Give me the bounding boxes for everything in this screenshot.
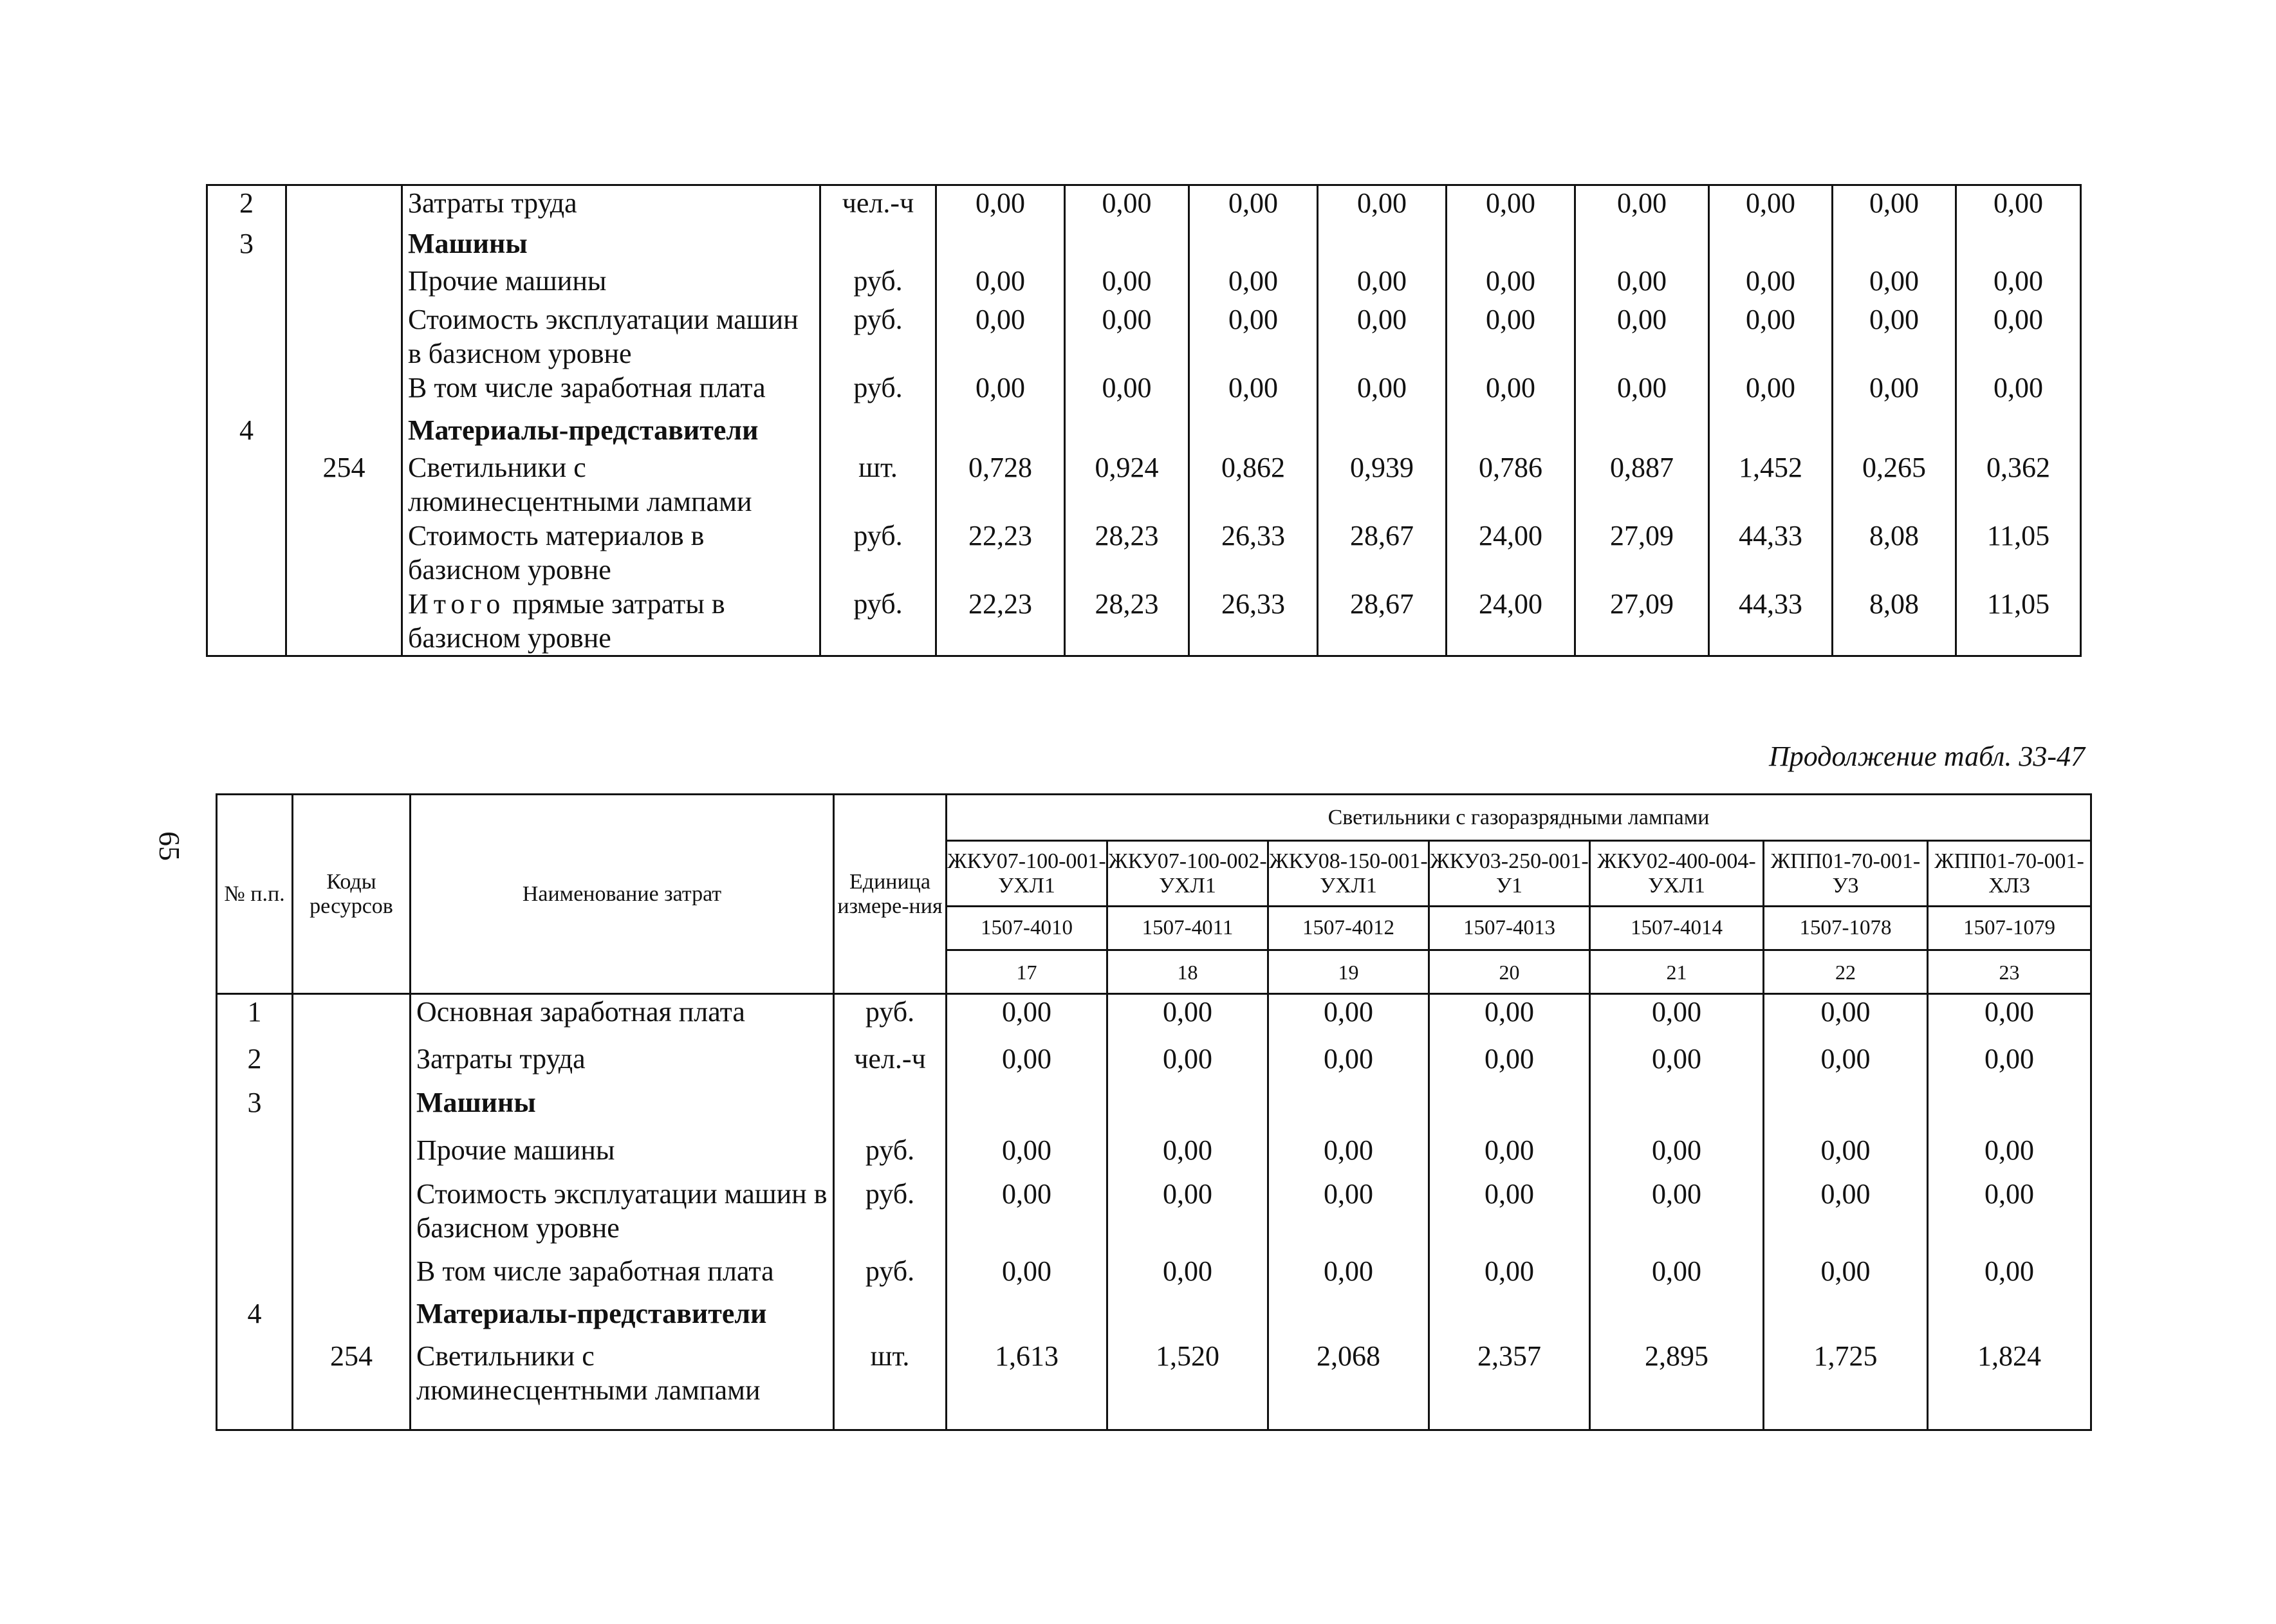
- value-cell: 0,00: [936, 371, 1065, 413]
- value-cell: [1833, 226, 1956, 264]
- column-number: 20: [1429, 950, 1590, 994]
- row-number: 3: [217, 1085, 293, 1133]
- table-row: [207, 587, 2081, 656]
- value-cell: 0,00: [1447, 302, 1575, 371]
- value-cell: [1833, 413, 1956, 450]
- value-cell: [1447, 226, 1575, 264]
- table-row: [217, 1085, 2091, 1133]
- value-cell: 0,00: [1956, 302, 2081, 371]
- value-cell: 0,00: [1429, 994, 1590, 1042]
- column-code: 1507-4011: [1107, 907, 1268, 950]
- value-cell: 24,00: [1447, 519, 1575, 587]
- value-cell: 0,00: [1429, 1254, 1590, 1296]
- unit: шт.: [820, 450, 936, 519]
- header-num: № п.п.: [217, 795, 293, 994]
- value-cell: 0,00: [1065, 371, 1189, 413]
- column-code: 1507-4010: [947, 907, 1107, 950]
- row-number: [207, 587, 286, 656]
- cost-name-rest: прямые затраты в базисном уровне: [408, 587, 725, 654]
- value-cell: 28,67: [1318, 519, 1447, 587]
- value-cell: 0,00: [1065, 185, 1189, 226]
- value-cell: 0,00: [947, 1254, 1107, 1296]
- value-cell: 0,00: [1764, 1042, 1928, 1085]
- value-cell: 0,00: [1764, 994, 1928, 1042]
- value-cell: 1,452: [1709, 450, 1833, 519]
- lower-table-body: [217, 994, 2091, 1430]
- resource-code: [293, 1177, 411, 1254]
- header-codes: Коды ресурсов: [293, 795, 411, 994]
- value-cell: 28,67: [1318, 587, 1447, 656]
- value-cell: [1429, 1296, 1590, 1339]
- resource-code: [293, 1042, 411, 1085]
- lower-table-header: [217, 795, 2091, 994]
- value-cell: [1107, 1085, 1268, 1133]
- value-cell: 0,00: [1590, 1042, 1764, 1085]
- value-cell: 0,00: [1429, 1133, 1590, 1177]
- value-cell: [1189, 413, 1318, 450]
- unit: руб.: [834, 1254, 947, 1296]
- resource-code: [293, 1133, 411, 1177]
- lower-table: [216, 793, 2092, 1431]
- value-cell: 22,23: [936, 587, 1065, 656]
- column-number: 21: [1590, 950, 1764, 994]
- value-cell: 0,00: [1833, 264, 1956, 302]
- unit: руб.: [820, 371, 936, 413]
- value-cell: 0,00: [1189, 371, 1318, 413]
- value-cell: [1318, 226, 1447, 264]
- table-row: [217, 1042, 2091, 1085]
- resource-code: [286, 226, 402, 264]
- table-row: [207, 226, 2081, 264]
- value-cell: 0,00: [1928, 1133, 2091, 1177]
- value-cell: 0,00: [1928, 1042, 2091, 1085]
- value-cell: 0,00: [1268, 1042, 1429, 1085]
- column-label: ЖКУ07-100-001-УХЛ1: [947, 841, 1107, 907]
- value-cell: 0,00: [947, 994, 1107, 1042]
- value-cell: [1956, 226, 2081, 264]
- value-cell: 0,00: [1928, 994, 2091, 1042]
- resource-code: 254: [293, 1339, 411, 1430]
- value-cell: 28,23: [1065, 587, 1189, 656]
- value-cell: [1928, 1296, 2091, 1339]
- column-label: ЖПП01-70-001-ХЛ3: [1928, 841, 2091, 907]
- cost-name: В том числе заработная плата: [411, 1254, 834, 1296]
- table-row: [217, 1133, 2091, 1177]
- value-cell: 44,33: [1709, 519, 1833, 587]
- cost-name: В том числе заработная плата: [402, 371, 820, 413]
- value-cell: 11,05: [1956, 587, 2081, 656]
- cost-name: Прочие машины: [411, 1133, 834, 1177]
- table-row: [207, 450, 2081, 519]
- value-cell: 2,895: [1590, 1339, 1764, 1430]
- unit: руб.: [820, 302, 936, 371]
- resource-code: [293, 1254, 411, 1296]
- cost-name: Материалы-представители: [402, 413, 820, 450]
- value-cell: 0,00: [1590, 1177, 1764, 1254]
- table-row: [207, 185, 2081, 226]
- value-cell: 2,357: [1429, 1339, 1590, 1430]
- value-cell: [1575, 413, 1709, 450]
- value-cell: [1447, 413, 1575, 450]
- value-cell: 1,613: [947, 1339, 1107, 1430]
- value-cell: [1928, 1085, 2091, 1133]
- value-cell: [1318, 413, 1447, 450]
- column-label: ЖКУ03-250-001-У1: [1429, 841, 1590, 907]
- table-row: [207, 264, 2081, 302]
- row-number: 4: [217, 1296, 293, 1339]
- resource-code: [286, 185, 402, 226]
- unit: [820, 226, 936, 264]
- column-code: 1507-4014: [1590, 907, 1764, 950]
- cost-name: Стоимость эксплуатации машин в базисном уровне: [402, 302, 820, 371]
- value-cell: 26,33: [1189, 587, 1318, 656]
- unit: руб.: [820, 587, 936, 656]
- value-cell: 0,00: [1833, 185, 1956, 226]
- page-number: 65: [153, 831, 186, 861]
- value-cell: 0,00: [1956, 264, 2081, 302]
- row-number: [207, 302, 286, 371]
- cost-name: Стоимость эксплуатации машин в базисном уровне: [411, 1177, 834, 1254]
- value-cell: 26,33: [1189, 519, 1318, 587]
- table-row: [217, 994, 2091, 1042]
- value-cell: 0,00: [947, 1177, 1107, 1254]
- resource-code: [286, 413, 402, 450]
- value-cell: 0,00: [1447, 264, 1575, 302]
- value-cell: 0,00: [1318, 264, 1447, 302]
- value-cell: [936, 413, 1065, 450]
- value-cell: [1709, 226, 1833, 264]
- value-cell: 0,00: [1189, 302, 1318, 371]
- resource-code: [286, 302, 402, 371]
- value-cell: 1,520: [1107, 1339, 1268, 1430]
- cost-name: Затраты труда: [402, 185, 820, 226]
- value-cell: [1709, 413, 1833, 450]
- value-cell: 0,939: [1318, 450, 1447, 519]
- value-cell: 0,00: [1709, 371, 1833, 413]
- value-cell: [947, 1296, 1107, 1339]
- row-number: 2: [217, 1042, 293, 1085]
- value-cell: 0,00: [1318, 371, 1447, 413]
- value-cell: 0,00: [1107, 1042, 1268, 1085]
- value-cell: 0,887: [1575, 450, 1709, 519]
- value-cell: 0,00: [1065, 302, 1189, 371]
- column-code: 1507-4012: [1268, 907, 1429, 950]
- value-cell: 0,00: [1764, 1133, 1928, 1177]
- continuation-caption: Продолжение табл. 33-47: [1769, 741, 2085, 772]
- value-cell: 0,00: [1590, 1254, 1764, 1296]
- upper-table: [206, 184, 2082, 657]
- value-cell: 0,00: [936, 185, 1065, 226]
- value-cell: 22,23: [936, 519, 1065, 587]
- resource-code: [293, 994, 411, 1042]
- table-row: [207, 302, 2081, 371]
- value-cell: 0,00: [1318, 302, 1447, 371]
- row-number: 3: [207, 226, 286, 264]
- cost-name-prefix: Итого: [408, 587, 506, 620]
- header-name: Наименование затрат: [411, 795, 834, 994]
- value-cell: 0,00: [1575, 264, 1709, 302]
- cost-name: Затраты труда: [411, 1042, 834, 1085]
- value-cell: 0,00: [1575, 302, 1709, 371]
- value-cell: 2,068: [1268, 1339, 1429, 1430]
- value-cell: 0,924: [1065, 450, 1189, 519]
- column-number: 22: [1764, 950, 1928, 994]
- row-number: 2: [207, 185, 286, 226]
- cost-name: Светильники с люминесцентными лампами: [402, 450, 820, 519]
- value-cell: [1764, 1296, 1928, 1339]
- value-cell: 0,00: [1709, 302, 1833, 371]
- unit: руб.: [820, 264, 936, 302]
- table-row: [217, 1254, 2091, 1296]
- resource-code: [286, 264, 402, 302]
- value-cell: 0,00: [1709, 185, 1833, 226]
- cost-name: Светильники с люминесцентными лампами: [411, 1339, 834, 1430]
- row-number: [217, 1339, 293, 1430]
- resource-code: [293, 1085, 411, 1133]
- column-code: 1507-1078: [1764, 907, 1928, 950]
- table-row: [207, 371, 2081, 413]
- value-cell: 0,00: [1575, 185, 1709, 226]
- resource-code: [286, 371, 402, 413]
- value-cell: 0,00: [1956, 185, 2081, 226]
- value-cell: [1189, 226, 1318, 264]
- unit: [834, 1085, 947, 1133]
- value-cell: 44,33: [1709, 587, 1833, 656]
- value-cell: 0,00: [1833, 371, 1956, 413]
- value-cell: 0,00: [936, 264, 1065, 302]
- column-code: 1507-4013: [1429, 907, 1590, 950]
- value-cell: 0,00: [1268, 1177, 1429, 1254]
- cost-name: Материалы-представители: [411, 1296, 834, 1339]
- value-cell: 0,00: [1429, 1177, 1590, 1254]
- value-cell: [1956, 413, 2081, 450]
- value-cell: 0,00: [1709, 264, 1833, 302]
- value-cell: 8,08: [1833, 519, 1956, 587]
- cost-name: Машины: [411, 1085, 834, 1133]
- value-cell: 0,00: [1575, 371, 1709, 413]
- value-cell: 0,00: [1318, 185, 1447, 226]
- value-cell: [936, 226, 1065, 264]
- value-cell: 0,786: [1447, 450, 1575, 519]
- table-row: [217, 1296, 2091, 1339]
- cost-name: [402, 587, 820, 656]
- cost-name: Машины: [402, 226, 820, 264]
- value-cell: [1575, 226, 1709, 264]
- value-cell: 0,362: [1956, 450, 2081, 519]
- column-number: 18: [1107, 950, 1268, 994]
- value-cell: 0,00: [1764, 1254, 1928, 1296]
- value-cell: [1590, 1296, 1764, 1339]
- value-cell: 11,05: [1956, 519, 2081, 587]
- value-cell: 0,00: [1268, 1133, 1429, 1177]
- row-number: [207, 519, 286, 587]
- value-cell: 0,00: [1189, 264, 1318, 302]
- value-cell: 0,00: [1447, 371, 1575, 413]
- value-cell: [1065, 226, 1189, 264]
- resource-code: [293, 1296, 411, 1339]
- value-cell: 0,00: [936, 302, 1065, 371]
- value-cell: 0,00: [1107, 1254, 1268, 1296]
- value-cell: 0,00: [1268, 1254, 1429, 1296]
- column-label: ЖКУ08-150-001-УХЛ1: [1268, 841, 1429, 907]
- row-number: [217, 1177, 293, 1254]
- value-cell: 0,00: [1956, 371, 2081, 413]
- unit: [820, 413, 936, 450]
- table-row: [217, 1177, 2091, 1254]
- unit: руб.: [834, 994, 947, 1042]
- value-cell: 8,08: [1833, 587, 1956, 656]
- unit: руб.: [834, 1177, 947, 1254]
- table-row: [217, 1339, 2091, 1430]
- column-number: 19: [1268, 950, 1429, 994]
- column-label: ЖПП01-70-001-У3: [1764, 841, 1928, 907]
- value-cell: [1065, 413, 1189, 450]
- unit: шт.: [834, 1339, 947, 1430]
- column-number: 17: [947, 950, 1107, 994]
- value-cell: 0,00: [1590, 1133, 1764, 1177]
- header-unit: Единица измере-ния: [834, 795, 947, 994]
- value-cell: [1268, 1296, 1429, 1339]
- value-cell: [1107, 1296, 1268, 1339]
- value-cell: 0,265: [1833, 450, 1956, 519]
- value-cell: 28,23: [1065, 519, 1189, 587]
- value-cell: 0,00: [1429, 1042, 1590, 1085]
- value-cell: [1764, 1085, 1928, 1133]
- value-cell: [1590, 1085, 1764, 1133]
- unit: руб.: [820, 519, 936, 587]
- column-number: 23: [1928, 950, 2091, 994]
- value-cell: 0,00: [947, 1042, 1107, 1085]
- value-cell: 24,00: [1447, 587, 1575, 656]
- value-cell: 27,09: [1575, 519, 1709, 587]
- column-code: 1507-1079: [1928, 907, 2091, 950]
- value-cell: 0,00: [1107, 994, 1268, 1042]
- unit: [834, 1296, 947, 1339]
- column-label: ЖКУ07-100-002-УХЛ1: [1107, 841, 1268, 907]
- row-number: [207, 450, 286, 519]
- value-cell: 0,00: [1447, 185, 1575, 226]
- value-cell: 0,00: [1065, 264, 1189, 302]
- row-number: 1: [217, 994, 293, 1042]
- value-cell: 27,09: [1575, 587, 1709, 656]
- value-cell: 0,00: [1107, 1177, 1268, 1254]
- value-cell: 0,00: [1268, 994, 1429, 1042]
- row-number: [207, 371, 286, 413]
- row-number: [207, 264, 286, 302]
- resource-code: [286, 519, 402, 587]
- header-row: [217, 795, 2091, 841]
- resource-code: 254: [286, 450, 402, 519]
- value-cell: 0,00: [1590, 994, 1764, 1042]
- unit: руб.: [834, 1133, 947, 1177]
- value-cell: 0,728: [936, 450, 1065, 519]
- column-label: ЖКУ02-400-004-УХЛ1: [1590, 841, 1764, 907]
- value-cell: 0,00: [1833, 302, 1956, 371]
- unit: чел.-ч: [834, 1042, 947, 1085]
- cost-name: Стоимость материалов в базисном уровне: [402, 519, 820, 587]
- value-cell: 0,00: [1928, 1177, 2091, 1254]
- value-cell: 1,725: [1764, 1339, 1928, 1430]
- value-cell: 0,00: [1764, 1177, 1928, 1254]
- header-group: Светильники с газоразрядными лампами: [947, 795, 2091, 841]
- value-cell: 0,00: [947, 1133, 1107, 1177]
- value-cell: [1429, 1085, 1590, 1133]
- table-row: [207, 413, 2081, 450]
- cost-name: Основная заработная плата: [411, 994, 834, 1042]
- unit: чел.-ч: [820, 185, 936, 226]
- value-cell: [1268, 1085, 1429, 1133]
- value-cell: 0,862: [1189, 450, 1318, 519]
- row-number: [217, 1254, 293, 1296]
- row-number: 4: [207, 413, 286, 450]
- cost-name: Прочие машины: [402, 264, 820, 302]
- value-cell: 0,00: [1107, 1133, 1268, 1177]
- table-row: [207, 519, 2081, 587]
- value-cell: 1,824: [1928, 1339, 2091, 1430]
- row-number: [217, 1133, 293, 1177]
- value-cell: 0,00: [1928, 1254, 2091, 1296]
- value-cell: 0,00: [1189, 185, 1318, 226]
- upper-table-body: [207, 185, 2081, 656]
- value-cell: [947, 1085, 1107, 1133]
- resource-code: [286, 587, 402, 656]
